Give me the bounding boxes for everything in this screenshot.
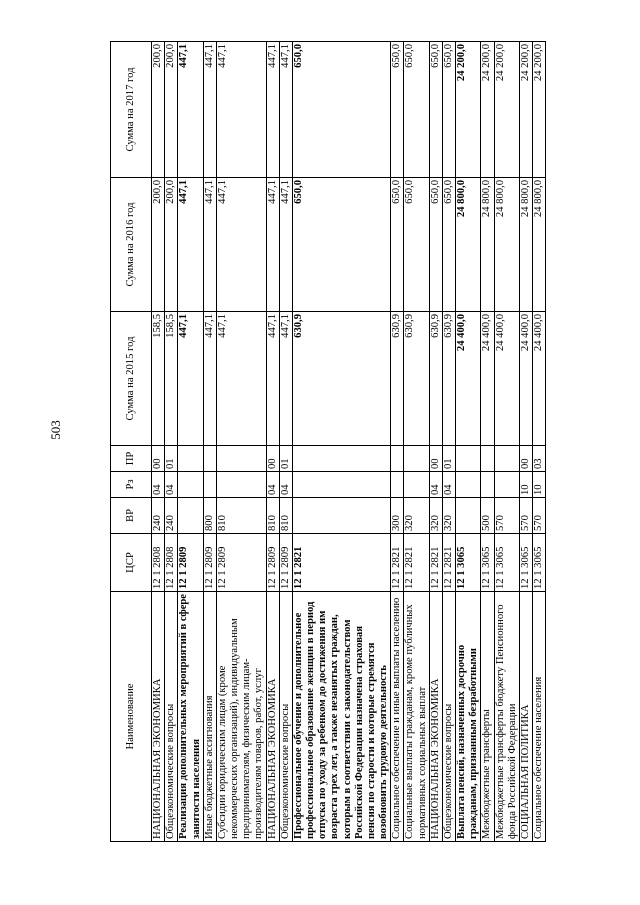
table-header [111,42,152,842]
cell-csr: 12 1 2809 [203,534,216,592]
cell-pr: 01 [279,446,292,472]
table-row [481,42,494,842]
table-row [152,42,165,842]
table-row [519,42,532,842]
cell-y2016: 650,0 [391,178,404,312]
cell-name: Социальные выплаты гражданам, кроме публичных нормативных социальных выплат [404,592,429,842]
cell-pr [456,446,481,472]
cell-csr: 12 1 3065 [519,534,532,592]
cell-vr [292,498,390,534]
table-row [203,42,216,842]
cell-rz: 04 [429,472,442,498]
cell-name: СОЦИАЛЬНАЯ ПОЛИТИКА [519,592,532,842]
cell-vr: 300 [391,498,404,534]
cell-y2015: 447,1 [216,312,266,446]
table-row [292,42,390,842]
table-row [456,42,481,842]
cell-y2017: 650,0 [404,42,429,178]
cell-rz: 04 [152,472,165,498]
cell-y2017: 24 200,0 [519,42,532,178]
cell-y2015: 630,9 [429,312,442,446]
cell-rz [391,472,404,498]
cell-y2017: 447,1 [279,42,292,178]
cell-csr: 12 1 2808 [152,534,165,592]
cell-y2017: 650,0 [292,42,390,178]
cell-vr: 810 [279,498,292,534]
cell-vr: 810 [216,498,266,534]
cell-vr: 800 [203,498,216,534]
cell-pr [481,446,494,472]
table-body [152,42,546,842]
cell-pr: 00 [519,446,532,472]
cell-csr: 12 1 2809 [266,534,279,592]
cell-y2017: 24 200,0 [456,42,481,178]
cell-rz: 04 [165,472,178,498]
cell-rz [292,472,390,498]
header-csr: ЦСР [111,534,152,592]
cell-name: Межбюджетные трансферты бюджету Пенсионного фонда Российской Федерации [494,592,519,842]
cell-name: Межбюджетные трансферты [481,592,494,842]
cell-y2016: 447,1 [266,178,279,312]
cell-vr: 320 [429,498,442,534]
cell-y2017: 650,0 [442,42,455,178]
cell-vr: 570 [533,498,546,534]
cell-pr [178,446,203,472]
cell-csr: 12 1 3065 [533,534,546,592]
cell-rz [203,472,216,498]
cell-vr: 320 [442,498,455,534]
cell-vr: 240 [152,498,165,534]
cell-name: НАЦИОНАЛЬНАЯ ЭКОНОМИКА [266,592,279,842]
cell-y2015: 24 400,0 [481,312,494,446]
cell-rz [178,472,203,498]
table-row [165,42,178,842]
cell-csr: 12 1 2821 [404,534,429,592]
table-row [442,42,455,842]
cell-name: Общеэкономические вопросы [279,592,292,842]
cell-csr: 12 1 2809 [216,534,266,592]
cell-y2016: 447,1 [279,178,292,312]
cell-y2017: 200,0 [152,42,165,178]
cell-y2016: 447,1 [178,178,203,312]
cell-y2016: 200,0 [152,178,165,312]
cell-name: Иные бюджетные ассигнования [203,592,216,842]
cell-csr: 12 1 2821 [429,534,442,592]
cell-y2017: 447,1 [203,42,216,178]
cell-pr [292,446,390,472]
cell-y2016: 447,1 [216,178,266,312]
table-row [533,42,546,842]
header-y2015: Сумма на 2015 год [111,312,152,446]
cell-vr [178,498,203,534]
cell-rz [494,472,519,498]
table-row [266,42,279,842]
cell-y2017: 650,0 [391,42,404,178]
cell-y2015: 447,1 [279,312,292,446]
cell-name: НАЦИОНАЛЬНАЯ ЭКОНОМИКА [429,592,442,842]
cell-y2016: 650,0 [442,178,455,312]
cell-name: Социальное обеспечение и иные выплаты населению [391,592,404,842]
cell-y2015: 24 400,0 [494,312,519,446]
budget-table [110,41,546,842]
cell-y2017: 24 200,0 [533,42,546,178]
header-pr: ПР [111,446,152,472]
table-row [494,42,519,842]
cell-y2015: 630,9 [391,312,404,446]
cell-vr: 810 [266,498,279,534]
cell-rz [216,472,266,498]
cell-y2016: 650,0 [429,178,442,312]
cell-y2016: 24 800,0 [481,178,494,312]
cell-csr: 12 1 2821 [442,534,455,592]
cell-y2017: 447,1 [216,42,266,178]
cell-rz: 04 [279,472,292,498]
cell-pr [494,446,519,472]
cell-y2016: 447,1 [203,178,216,312]
cell-y2017: 650,0 [429,42,442,178]
cell-name: Общеэкономические вопросы [165,592,178,842]
cell-rz: 04 [266,472,279,498]
cell-pr [404,446,429,472]
cell-vr: 320 [404,498,429,534]
cell-y2016: 24 800,0 [519,178,532,312]
cell-name: Социальное обеспечение населения [533,592,546,842]
cell-csr: 12 1 3065 [481,534,494,592]
cell-y2016: 24 800,0 [533,178,546,312]
cell-vr: 570 [494,498,519,534]
header-name: Наименование [111,592,152,842]
cell-pr: 01 [165,446,178,472]
cell-y2016: 24 800,0 [456,178,481,312]
cell-rz: 10 [519,472,532,498]
cell-name: Реализация дополнительных мероприятий в сфере занятости населения [178,592,203,842]
cell-y2017: 200,0 [165,42,178,178]
cell-y2015: 158,5 [165,312,178,446]
cell-y2017: 24 200,0 [494,42,519,178]
cell-pr [391,446,404,472]
cell-vr: 570 [519,498,532,534]
cell-y2015: 24 400,0 [533,312,546,446]
cell-csr: 12 1 2821 [391,534,404,592]
cell-csr: 12 1 2821 [292,534,390,592]
cell-y2015: 24 400,0 [519,312,532,446]
cell-csr: 12 1 2809 [178,534,203,592]
cell-rz [456,472,481,498]
cell-y2015: 630,9 [404,312,429,446]
header-y2016: Сумма на 2016 год [111,178,152,312]
cell-y2015: 447,1 [266,312,279,446]
cell-name: НАЦИОНАЛЬНАЯ ЭКОНОМИКА [152,592,165,842]
cell-pr: 00 [152,446,165,472]
cell-y2015: 24 400,0 [456,312,481,446]
cell-y2016: 650,0 [292,178,390,312]
cell-y2017: 447,1 [178,42,203,178]
cell-rz: 04 [442,472,455,498]
cell-pr [216,446,266,472]
header-y2017: Сумма на 2017 год [111,42,152,178]
table-row [178,42,203,842]
cell-y2015: 158,5 [152,312,165,446]
cell-name: Профессиональное обучение и дополнительное профессиональное образование женщин в период отпуска по уходу за ребенком до достижения им возраста трех лет, а также незанятых граждан, которым в соответствии с законодательством Российской Федерации назначена страховая пенсия по старости и которые стремятся возобновить трудовую деятельность [292,592,390,842]
table-row [404,42,429,842]
cell-csr: 12 1 3065 [456,534,481,592]
cell-y2015: 630,9 [292,312,390,446]
cell-y2016: 200,0 [165,178,178,312]
header-rz: Рз [111,472,152,498]
cell-y2017: 447,1 [266,42,279,178]
cell-name: Выплата пенсий, назначенных досрочно гражданам, признанным безработными [456,592,481,842]
cell-y2016: 24 800,0 [494,178,519,312]
cell-vr: 240 [165,498,178,534]
table-row [391,42,404,842]
cell-pr: 03 [533,446,546,472]
cell-name: Общеэкономические вопросы [442,592,455,842]
cell-y2015: 630,9 [442,312,455,446]
cell-csr: 12 1 3065 [494,534,519,592]
cell-rz [481,472,494,498]
cell-rz: 10 [533,472,546,498]
rotated-table-container [110,42,576,842]
cell-y2015: 447,1 [178,312,203,446]
cell-vr [456,498,481,534]
cell-pr [203,446,216,472]
cell-name: Субсидии юридическим лицам (кроме некоммерческих организаций), индивидуальным предпринимателям, физическим лицам-производителям товаров, работ, услуг [216,592,266,842]
cell-pr: 00 [429,446,442,472]
header-vr: ВР [111,498,152,534]
cell-y2016: 650,0 [404,178,429,312]
cell-y2015: 447,1 [203,312,216,446]
table-row [216,42,266,842]
page-number: 503 [48,420,63,440]
table-row [279,42,292,842]
cell-csr: 12 1 2809 [279,534,292,592]
cell-pr: 01 [442,446,455,472]
cell-vr: 500 [481,498,494,534]
table-row [429,42,442,842]
cell-rz [404,472,429,498]
cell-y2017: 24 200,0 [481,42,494,178]
cell-csr: 12 1 2808 [165,534,178,592]
cell-pr: 00 [266,446,279,472]
